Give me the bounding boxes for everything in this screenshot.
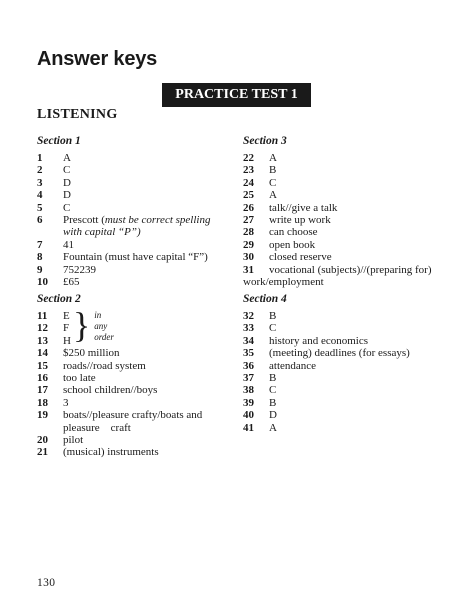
any-order-note [94, 310, 114, 343]
item-answer: $250 million [63, 347, 120, 360]
list-item [243, 335, 410, 347]
answer-note: must be correct spelling [104, 214, 211, 227]
item-answer: C [63, 164, 71, 177]
page-number: 130 [37, 577, 56, 589]
note-line: in [94, 310, 102, 320]
section-4-list [243, 310, 410, 434]
item-number: 28 [243, 226, 254, 239]
answer-continuation: work/employment [243, 276, 324, 289]
item-answer: vocational (subjects)//(preparing for) [269, 263, 432, 276]
list-item [243, 214, 432, 226]
item-answer: attendance [269, 359, 317, 372]
item-answer: C [269, 384, 277, 397]
item-answer: F [63, 322, 70, 335]
item-number: 12 [37, 322, 48, 335]
item-answer: A [269, 421, 277, 434]
list-item [37, 384, 202, 396]
list-item [243, 397, 410, 409]
group-letters [63, 310, 71, 347]
list-item [243, 264, 432, 276]
list-item [243, 152, 432, 164]
item-answer: E [63, 310, 70, 322]
list-item [243, 384, 410, 396]
item-number: 41 [243, 421, 254, 434]
item-number: 21 [37, 446, 48, 459]
item-number: 8 [37, 251, 43, 264]
item-number: 18 [37, 396, 48, 409]
item-number: 9 [37, 263, 43, 276]
item-number: 13 [37, 334, 48, 347]
item-number: 29 [243, 238, 254, 251]
section-4-label: Section 4 [243, 293, 287, 305]
item-answer: pilot [63, 434, 84, 447]
item-number: 7 [37, 238, 43, 251]
item-answer: too late [63, 372, 96, 385]
item-answer: write up work [269, 214, 331, 227]
answer-note: with capital “P”) [63, 226, 141, 239]
item-number: 23 [243, 164, 254, 177]
item-answer: 41 [63, 238, 74, 251]
item-answer: D [269, 409, 277, 422]
item-answer: roads//road system [63, 359, 146, 372]
list-item [243, 422, 410, 434]
list-item [243, 347, 410, 359]
answer-continuation [37, 226, 210, 238]
list-item [243, 322, 410, 334]
list-item [243, 177, 432, 189]
item-number: 37 [243, 372, 254, 385]
list-item [37, 239, 210, 251]
item-answer: 752239 [63, 263, 96, 276]
note-line: any [94, 321, 108, 331]
item-answer: open book [269, 238, 316, 251]
item-answer: B [269, 310, 277, 322]
list-item [243, 310, 410, 322]
item-answer: A [269, 189, 277, 202]
item-number: 10 [37, 276, 48, 289]
item-number: 31 [243, 263, 254, 276]
note-line: order [94, 332, 114, 342]
test-badge: PRACTICE TEST 1 [162, 83, 311, 107]
answer-continuation: pleasure craft [63, 421, 131, 434]
item-answer: B [269, 164, 277, 177]
list-item [243, 164, 432, 176]
list-item [37, 347, 202, 359]
list-item [243, 251, 432, 263]
item-answer: B [269, 396, 277, 409]
item-answer: 3 [63, 396, 69, 409]
list-item [37, 409, 202, 421]
list-item [37, 164, 210, 176]
item-number: 35 [243, 347, 254, 360]
list-item [37, 372, 202, 384]
section-1-list [37, 152, 210, 288]
list-item [37, 446, 202, 458]
item-number: 40 [243, 409, 254, 422]
answer-text: Prescott ( [63, 214, 105, 227]
item-answer: £65 [63, 276, 80, 289]
item-number: 33 [243, 322, 254, 335]
item-number: 2 [37, 164, 43, 177]
item-number: 26 [243, 201, 254, 214]
item-number: 24 [243, 176, 254, 189]
item-answer: school children//boys [63, 384, 158, 397]
item-number: 11 [37, 310, 48, 322]
section-3-label: Section 3 [243, 135, 287, 147]
item-answer: (meeting) deadlines (for essays) [269, 347, 410, 360]
list-item [37, 264, 210, 276]
item-number: 3 [37, 176, 43, 189]
item-answer: history and economics [269, 334, 368, 347]
item-number: 30 [243, 251, 254, 264]
list-item [243, 226, 432, 238]
item-number: 22 [243, 152, 254, 164]
page-title: Answer keys [37, 48, 158, 70]
item-number: 17 [37, 384, 48, 397]
list-item [37, 276, 210, 288]
item-number: 32 [243, 310, 254, 322]
item-answer [63, 214, 210, 226]
item-answer: can choose [269, 226, 318, 239]
item-answer: B [269, 372, 277, 385]
item-number: 6 [37, 214, 43, 227]
item-answer: closed reserve [269, 251, 332, 264]
item-answer: Fountain (must have capital “F”) [63, 251, 208, 264]
list-item [37, 214, 210, 226]
list-item [37, 202, 210, 214]
list-item [243, 409, 410, 421]
item-answer: talk//give a talk [269, 201, 338, 214]
item-number: 1 [37, 152, 43, 164]
list-item [243, 372, 410, 384]
item-number: 14 [37, 347, 48, 360]
item-number: 25 [243, 189, 254, 202]
any-order-group [37, 305, 202, 347]
list-item [243, 202, 432, 214]
item-answer: D [63, 176, 71, 189]
list-item [243, 189, 432, 201]
item-answer: H [63, 334, 71, 347]
section-2-list [37, 305, 203, 459]
section-3-list [243, 152, 432, 288]
list-item [243, 360, 410, 372]
item-answer: A [63, 152, 71, 164]
item-answer: (musical) instruments [63, 446, 159, 459]
list-item [37, 177, 210, 189]
item-answer: C [269, 322, 277, 335]
item-number: 38 [243, 384, 254, 397]
item-number: 34 [243, 334, 254, 347]
item-number: 16 [37, 372, 48, 385]
item-number: 27 [243, 214, 254, 227]
item-number: 39 [243, 396, 254, 409]
list-item [243, 239, 432, 251]
item-answer: C [269, 176, 277, 189]
item-number: 15 [37, 359, 48, 372]
item-answer: A [269, 152, 277, 164]
list-item [37, 189, 210, 201]
item-number: 4 [37, 189, 43, 202]
list-item [37, 360, 202, 372]
item-number: 20 [37, 434, 48, 447]
item-number: 36 [243, 359, 254, 372]
item-answer: C [63, 201, 71, 214]
group-numbers [37, 310, 63, 347]
list-item [37, 152, 210, 164]
list-item [37, 251, 210, 263]
right-brace-icon: } [72, 305, 91, 345]
item-answer: boats//pleasure crafty/boats and [63, 409, 203, 422]
item-answer: D [63, 189, 71, 202]
item-number: 5 [37, 201, 43, 214]
section-heading: LISTENING [37, 107, 118, 122]
section-1-label: Section 1 [37, 135, 81, 147]
section-2-label: Section 2 [37, 293, 81, 305]
item-number: 19 [37, 409, 48, 422]
list-item [37, 434, 202, 446]
list-item [37, 397, 202, 409]
